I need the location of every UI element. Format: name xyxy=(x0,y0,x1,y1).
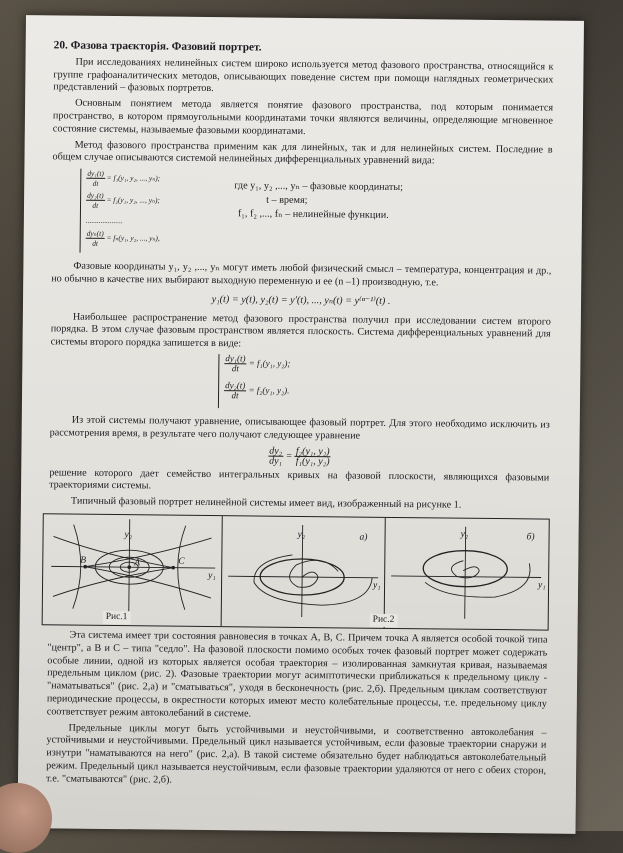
formula-coordinates: y₁(t) = y(t), y₂(t) = y′(t), ..., yₙ(t) = y⁽ⁿ⁻¹⁾(t) . xyxy=(211,293,391,307)
figure-2b-axis-y1: y₁ xyxy=(538,580,546,591)
system2-equation-2: $\frac{\text{dy₂(t)}}{dt}$ = f₂(y₁, y₂). xyxy=(225,380,290,401)
equation-1: $\frac{\text{dy₁(t)}}{dt}$ = f₁(y₁, y₂, ..., yₙ); xyxy=(87,168,161,189)
document-page xyxy=(18,15,584,834)
point-label-c: C xyxy=(178,556,185,567)
definition-functions: f₁, f₂ ,..., fₙ – нелинейные функции. xyxy=(237,208,389,222)
point-label-a: A xyxy=(134,558,141,569)
paragraph-intro: При исследованиях нелинейных систем широко используется метод фазового пространства, относящийся к группе графоаналитических методов, описывающих поведение систем при помощи наглядных геометрических представлений – фазовых портретов. xyxy=(53,56,554,95)
system2-brace xyxy=(218,354,224,408)
paragraph-equilibrium: Эта система имеет три состояния равновесия в точках A, B, C. Причем точка A является особой точкой типа "центр", а B и C – типа "седло". На фазовой плоскости помимо особых точек фазовый портрет может содержать особые линии, одной из которых является особая траектория – изолированная замкнутая кривая, называемая предельным циклом (рис. 2). Фазовые траектории могут асимптотически приближаться к предельному циклу - "наматываться" (рис. 2,а) и "сматываться", уходя в бесконечность (рис. 2,б). Предельным циклам соответствуют периодические процессы, в окрестности которых имеют место колебательные процессы, т.е. предельному циклу соответствует режим автоколебаний в системе. xyxy=(46,629,548,720)
figure-2a-axis-y2: y₂ xyxy=(297,529,306,540)
figure-2a-label: а) xyxy=(359,532,368,543)
figure-2a-axis-y1: y₁ xyxy=(373,580,381,591)
section-title: 20. Фазова траєкторія. Фазовий портрет. xyxy=(53,39,262,54)
figure-2a-stable-cycle xyxy=(222,516,395,628)
system2-equation-1: $\frac{\text{dy₁(t)}}{dt}$ = f₁(y₁, y₂); xyxy=(225,353,291,374)
definition-coordinates: где y₁, y₂ ,..., yₙ – фазовые координаты; xyxy=(234,180,404,194)
figure-2-caption: Рис.2 xyxy=(370,614,398,627)
paragraph-integral-curves: решение которого дает семейство интегральных кривых на фазовой плоскости, являющихся фазовыми траекториями системы. xyxy=(49,466,550,492)
figure-1-phase-portrait xyxy=(43,514,223,626)
point-label-b: B xyxy=(80,555,87,566)
nonlinear-equation-system xyxy=(51,169,552,262)
equation-dots: .................... xyxy=(85,215,123,226)
equation-n: $\frac{\text{dyₙ(t)}}{dt}$ = fₙ(y₁, y₂, ..., yₙ), xyxy=(86,228,160,249)
phase-portrait-equation: $\frac{\text{dy₂}}{\text{dy₁}}$ = $\frac{\text{f₂(y₁, y₂)}}{\text{f₁(y₁, y₂)}}$ xyxy=(269,445,330,467)
figure-2b-unstable-cycle xyxy=(385,518,549,630)
figures-panel xyxy=(42,513,550,630)
axis-label-y1: y₁ xyxy=(208,570,216,582)
figure-2b-label: б) xyxy=(526,532,535,543)
paragraph-typical-portrait: Типичный фазовый портрет нелинейной системы имеет вид, изображенный на рисунке 1. xyxy=(70,495,462,511)
axis-label-y2: y₂ xyxy=(124,530,133,541)
paragraph-phase-space: Основным понятием метода является понятие фазового пространства, под которым понимается пространство, в котором прямоугольными координатами точки являются величины, определяющие мгновенное состояние системы, называемые фазовыми координатами. xyxy=(52,97,554,137)
paragraph-limit-cycles: Предельные циклы могут быть устойчивыми и неустойчивыми, и соответственно автоколебания – устойчивыми и неустойчивыми. Предельный цикл называется устойчивым, если фазовые траектории снаружи и изнутри "наматываются на него" (рис. 2,а). В такой системе обязательно будет наблюдаться автоколебательный режим. Предельный цикл называется неустойчивым, если фазовые траектории удаляются от него с обеих сторон, т.е. "сматываются" (рис. 2,б). xyxy=(45,722,547,786)
figure-2b-axis-y2: y₂ xyxy=(460,529,469,540)
equation-2: $\frac{\text{dy₂(t)}}{dt}$ = f₂(y₁, y₂, ..., yₙ); xyxy=(87,190,160,211)
paragraph-eliminate-time: Из этой системы получают уравнение, описывающее фазовый портрет. Для этого необходимо исключить из рассмотрения время, в результате чего получают следующее уравнение xyxy=(49,414,550,442)
paragraph-method: Метод фазового пространства применим как для линейных, так и для нелинейных систем. Последние в общем случае описываются системой нелинейных дифференциальных уравнений вида: xyxy=(52,139,553,167)
second-order-system xyxy=(218,354,379,412)
paragraph-coordinates: Фазовые координаты y₁, y₂ ,..., yₙ могут иметь любой физический смысл – температура, концентрация и др., но обычно в качестве них выбирают выходную переменную и ее (n –1) производную, т.е. xyxy=(51,260,552,289)
system-brace xyxy=(80,169,86,253)
page-content xyxy=(46,35,554,794)
paragraph-second-order: Наибольшее распространение метод фазового пространства получил при исследовании систем второго порядка. В этом случае фазовым пространством является плоскость. Система дифференциальных уравнений для системы второго порядка запишется в виде: xyxy=(50,311,551,350)
figure-1-caption: Рис.1 xyxy=(103,611,131,624)
definition-time: t – время; xyxy=(266,194,308,207)
